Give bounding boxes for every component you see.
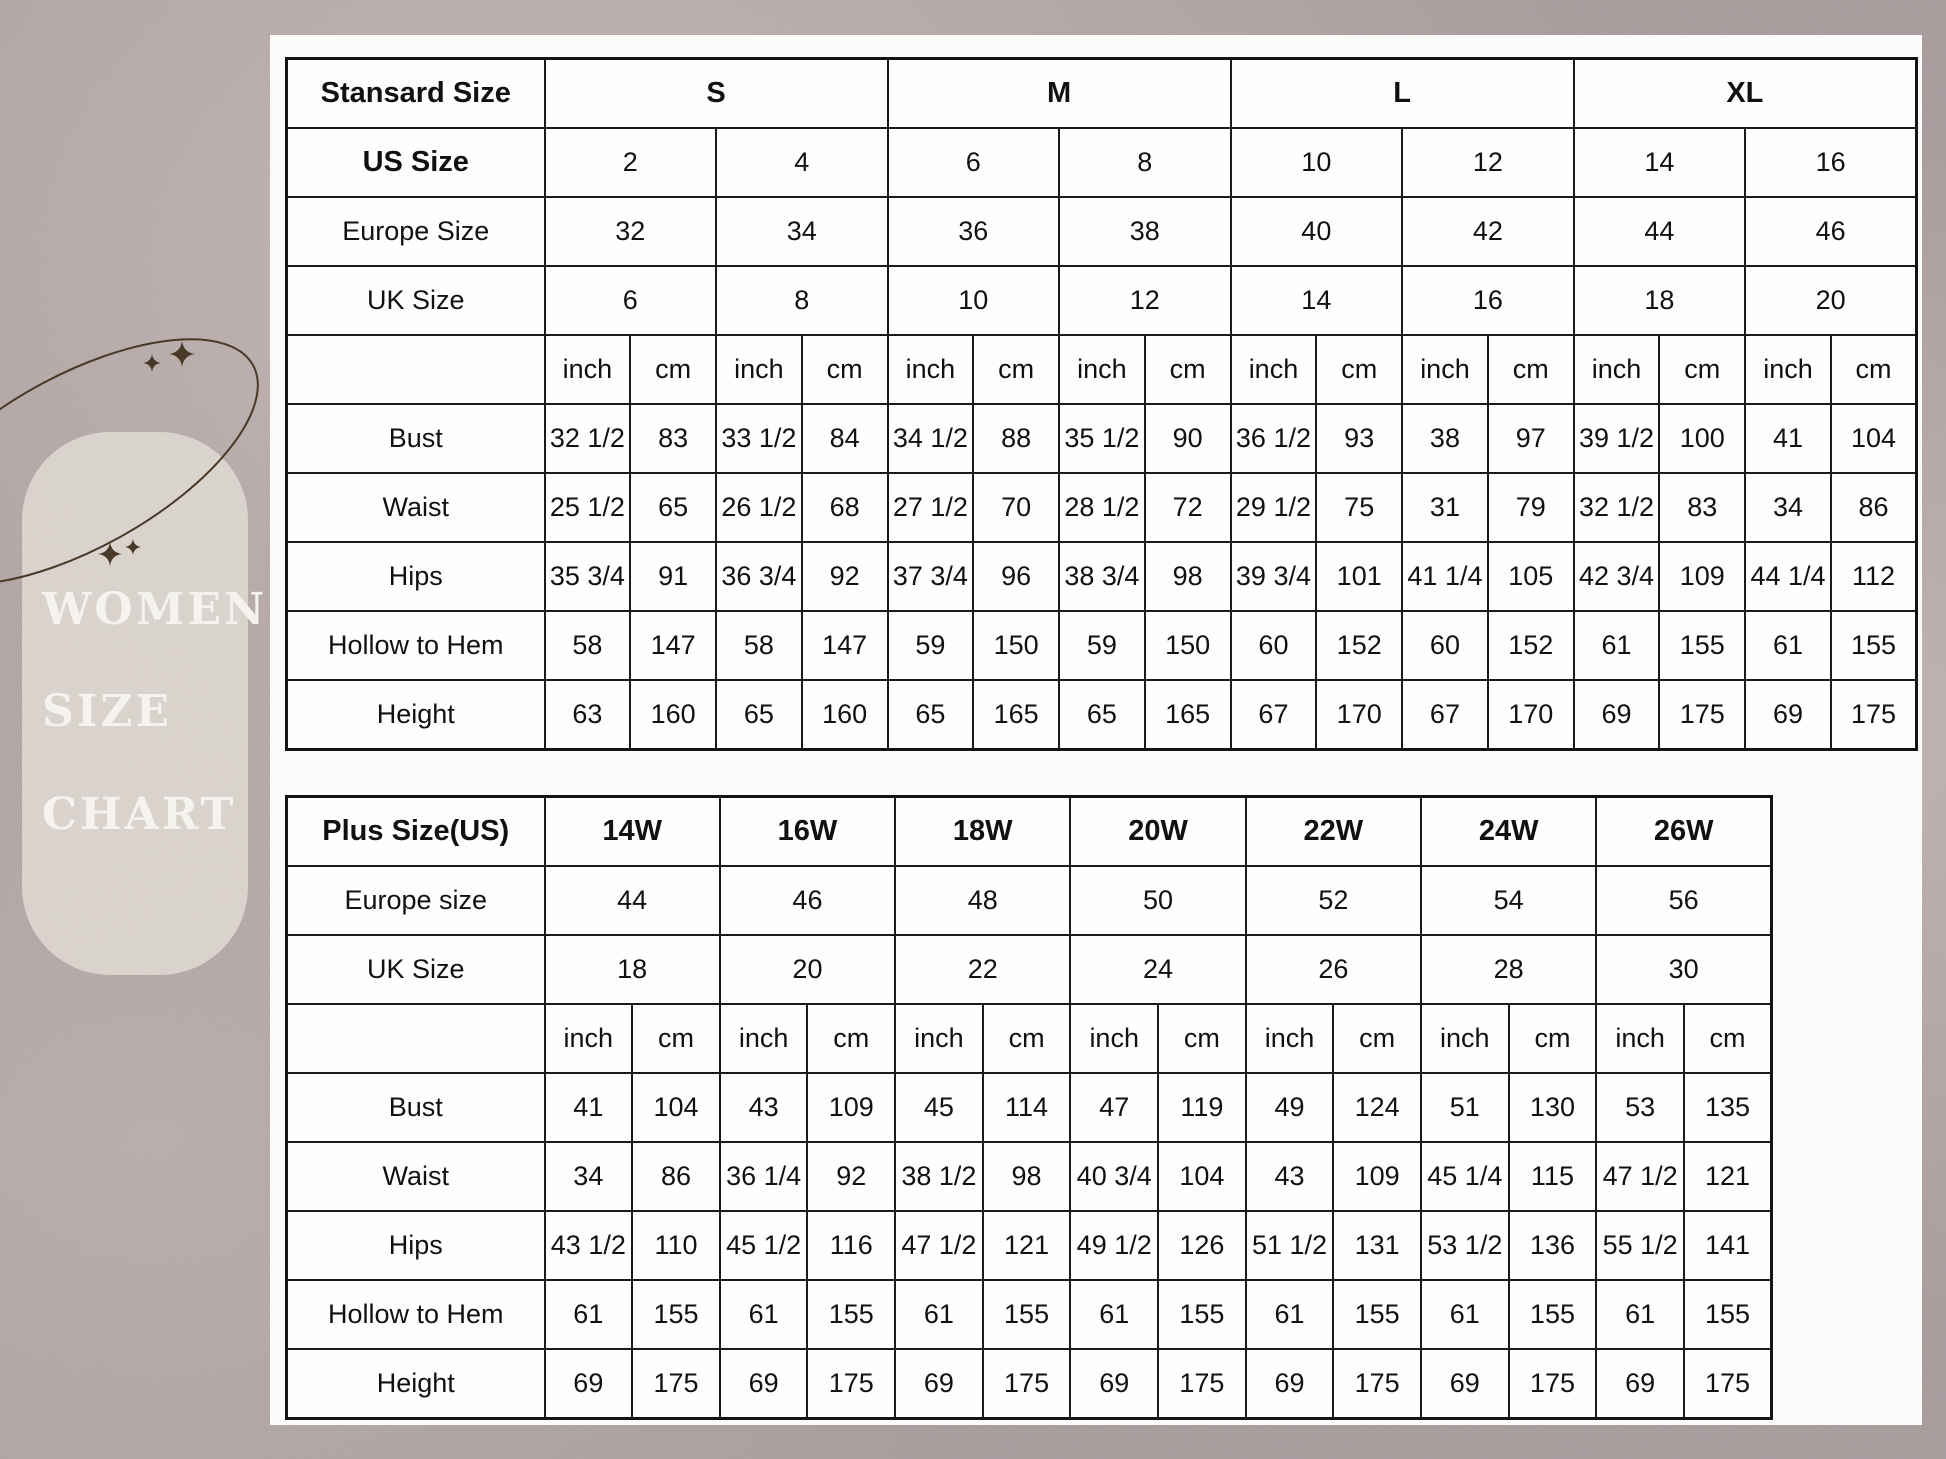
- measure-cm-cell: 119: [1158, 1073, 1246, 1142]
- measure-inch-cell: 34 1/2: [888, 404, 974, 473]
- measure-cm-cell: 136: [1509, 1211, 1597, 1280]
- unit-row-spacer-cell: [287, 335, 545, 404]
- measure-inch-cell: 69: [1421, 1349, 1509, 1419]
- measure-cm-cell: 170: [1316, 680, 1402, 750]
- size-value-cell: 18: [545, 935, 720, 1004]
- size-value-cell: 44: [545, 866, 720, 935]
- unit-label-cell: cm: [1831, 335, 1917, 404]
- tables-panel: [270, 35, 1922, 1425]
- measure-inch-cell: 37 3/4: [888, 542, 974, 611]
- size-value-cell: 42: [1402, 197, 1574, 266]
- measure-cm-cell: 155: [1333, 1280, 1421, 1349]
- measure-inch-cell: 49 1/2: [1070, 1211, 1158, 1280]
- unit-label-cell: cm: [1684, 1004, 1772, 1073]
- unit-label-cell: inch: [1231, 335, 1317, 404]
- size-group-cell: 22W: [1246, 797, 1421, 867]
- standard-size-table: [285, 57, 1918, 751]
- measure-cm-cell: 130: [1509, 1073, 1597, 1142]
- measure-cm-cell: 115: [1509, 1142, 1597, 1211]
- measure-inch-cell: 69: [545, 1349, 633, 1419]
- measure-cm-cell: 88: [973, 404, 1059, 473]
- measure-cm-cell: 160: [802, 680, 888, 750]
- size-value-cell: 36: [888, 197, 1060, 266]
- measure-cm-cell: 109: [1333, 1142, 1421, 1211]
- measure-inch-cell: 43 1/2: [545, 1211, 633, 1280]
- measure-cm-cell: 109: [807, 1073, 895, 1142]
- measure-cm-cell: 155: [983, 1280, 1071, 1349]
- measure-inch-cell: 41 1/4: [1402, 542, 1488, 611]
- measure-inch-cell: 47 1/2: [1596, 1142, 1684, 1211]
- measure-cm-cell: 79: [1488, 473, 1574, 542]
- measure-inch-cell: 69: [1070, 1349, 1158, 1419]
- measure-inch-cell: 44 1/4: [1745, 542, 1831, 611]
- measure-cm-cell: 152: [1488, 611, 1574, 680]
- size-value-cell: 12: [1059, 266, 1231, 335]
- size-value-cell: 56: [1596, 866, 1771, 935]
- measure-cm-cell: 147: [802, 611, 888, 680]
- measure-inch-cell: 41: [1745, 404, 1831, 473]
- measure-cm-cell: 175: [1684, 1349, 1772, 1419]
- measure-cm-cell: 175: [1333, 1349, 1421, 1419]
- size-value-cell: 18: [1574, 266, 1746, 335]
- measure-inch-cell: 61: [1421, 1280, 1509, 1349]
- size-value-cell: 30: [1596, 935, 1771, 1004]
- size-group-cell: S: [545, 59, 888, 129]
- measure-inch-cell: 58: [545, 611, 631, 680]
- size-value-cell: 16: [1402, 266, 1574, 335]
- measure-inch-cell: 39 1/2: [1574, 404, 1660, 473]
- sidebar-title: [42, 586, 267, 893]
- unit-label-cell: inch: [888, 335, 974, 404]
- size-value-cell: 38: [1059, 197, 1231, 266]
- measure-cm-cell: 150: [1145, 611, 1231, 680]
- unit-label-cell: cm: [1488, 335, 1574, 404]
- measure-cm-cell: 165: [1145, 680, 1231, 750]
- unit-label-cell: inch: [1070, 1004, 1158, 1073]
- size-group-cell: 14W: [545, 797, 720, 867]
- unit-label-cell: cm: [1316, 335, 1402, 404]
- measure-inch-cell: 69: [1246, 1349, 1334, 1419]
- measure-cm-cell: 155: [807, 1280, 895, 1349]
- unit-label-cell: inch: [1246, 1004, 1334, 1073]
- measure-inch-cell: 49: [1246, 1073, 1334, 1142]
- measure-inch-cell: 25 1/2: [545, 473, 631, 542]
- size-row-label-cell: UK Size: [287, 266, 545, 335]
- measure-cm-cell: 155: [1831, 611, 1917, 680]
- measure-cm-cell: 93: [1316, 404, 1402, 473]
- measure-inch-cell: 35 3/4: [545, 542, 631, 611]
- unit-label-cell: cm: [1158, 1004, 1246, 1073]
- measure-cm-cell: 90: [1145, 404, 1231, 473]
- measure-cm-cell: 155: [1684, 1280, 1772, 1349]
- measure-cm-cell: 135: [1684, 1073, 1772, 1142]
- measure-inch-cell: 67: [1231, 680, 1317, 750]
- size-value-cell: 34: [716, 197, 888, 266]
- measure-cm-cell: 96: [973, 542, 1059, 611]
- measure-cm-cell: 160: [630, 680, 716, 750]
- measure-cm-cell: 165: [973, 680, 1059, 750]
- size-value-cell: 20: [720, 935, 895, 1004]
- measure-cm-cell: 84: [802, 404, 888, 473]
- measure-cm-cell: 175: [632, 1349, 720, 1419]
- measure-label-cell: Waist: [287, 1142, 545, 1211]
- unit-label-cell: cm: [632, 1004, 720, 1073]
- unit-label-cell: cm: [1145, 335, 1231, 404]
- measure-cm-cell: 101: [1316, 542, 1402, 611]
- measure-inch-cell: 32 1/2: [1574, 473, 1660, 542]
- size-row-label-cell: Europe Size: [287, 197, 545, 266]
- size-value-cell: 32: [545, 197, 717, 266]
- size-value-cell: 28: [1421, 935, 1596, 1004]
- measure-inch-cell: 69: [1574, 680, 1660, 750]
- size-value-cell: 26: [1246, 935, 1421, 1004]
- measure-inch-cell: 67: [1402, 680, 1488, 750]
- measure-label-cell: Hips: [287, 1211, 545, 1280]
- measure-label-cell: Bust: [287, 404, 545, 473]
- size-value-cell: 46: [1745, 197, 1917, 266]
- measure-inch-cell: 69: [1596, 1349, 1684, 1419]
- unit-label-cell: inch: [1596, 1004, 1684, 1073]
- measure-inch-cell: 59: [1059, 611, 1145, 680]
- size-value-cell: 40: [1231, 197, 1403, 266]
- measure-inch-cell: 34: [545, 1142, 633, 1211]
- corner-label-cell: Plus Size(US): [287, 797, 545, 867]
- measure-cm-cell: 86: [632, 1142, 720, 1211]
- unit-label-cell: cm: [630, 335, 716, 404]
- measure-inch-cell: 61: [1745, 611, 1831, 680]
- measure-inch-cell: 61: [1070, 1280, 1158, 1349]
- measure-inch-cell: 39 3/4: [1231, 542, 1317, 611]
- measure-inch-cell: 29 1/2: [1231, 473, 1317, 542]
- unit-label-cell: inch: [895, 1004, 983, 1073]
- measure-inch-cell: 40 3/4: [1070, 1142, 1158, 1211]
- measure-label-cell: Hips: [287, 542, 545, 611]
- measure-cm-cell: 131: [1333, 1211, 1421, 1280]
- measure-inch-cell: 53 1/2: [1421, 1211, 1509, 1280]
- size-value-cell: 22: [895, 935, 1070, 1004]
- measure-inch-cell: 36 3/4: [716, 542, 802, 611]
- measure-cm-cell: 100: [1659, 404, 1745, 473]
- measure-inch-cell: 61: [545, 1280, 633, 1349]
- size-value-cell: 8: [716, 266, 888, 335]
- measure-cm-cell: 175: [1509, 1349, 1597, 1419]
- measure-cm-cell: 75: [1316, 473, 1402, 542]
- measure-cm-cell: 175: [1831, 680, 1917, 750]
- measure-cm-cell: 65: [630, 473, 716, 542]
- title-line-women: WOMEN: [42, 584, 268, 635]
- unit-label-cell: inch: [1574, 335, 1660, 404]
- standard-table-grid: [285, 57, 1918, 751]
- measure-cm-cell: 72: [1145, 473, 1231, 542]
- plus-table-grid: [285, 795, 1773, 1420]
- unit-label-cell: cm: [1509, 1004, 1597, 1073]
- measure-cm-cell: 175: [1158, 1349, 1246, 1419]
- measure-cm-cell: 83: [1659, 473, 1745, 542]
- size-group-cell: 18W: [895, 797, 1070, 867]
- measure-inch-cell: 45 1/4: [1421, 1142, 1509, 1211]
- size-group-cell: M: [888, 59, 1231, 129]
- size-value-cell: 6: [545, 266, 717, 335]
- measure-cm-cell: 98: [983, 1142, 1071, 1211]
- measure-cm-cell: 91: [630, 542, 716, 611]
- size-value-cell: 50: [1070, 866, 1245, 935]
- title-line-chart: CHART: [42, 788, 237, 840]
- unit-label-cell: inch: [716, 335, 802, 404]
- measure-inch-cell: 58: [716, 611, 802, 680]
- measure-cm-cell: 70: [973, 473, 1059, 542]
- size-value-cell: 46: [720, 866, 895, 935]
- size-value-cell: 16: [1745, 128, 1917, 197]
- measure-cm-cell: 83: [630, 404, 716, 473]
- measure-inch-cell: 61: [1574, 611, 1660, 680]
- size-value-cell: 6: [888, 128, 1060, 197]
- size-value-cell: 8: [1059, 128, 1231, 197]
- measure-inch-cell: 36 1/4: [720, 1142, 808, 1211]
- measure-label-cell: Hollow to Hem: [287, 1280, 545, 1349]
- unit-label-cell: inch: [720, 1004, 808, 1073]
- measure-inch-cell: 38 1/2: [895, 1142, 983, 1211]
- measure-cm-cell: 104: [632, 1073, 720, 1142]
- measure-cm-cell: 114: [983, 1073, 1071, 1142]
- size-value-cell: 12: [1402, 128, 1574, 197]
- measure-inch-cell: 45: [895, 1073, 983, 1142]
- measure-inch-cell: 33 1/2: [716, 404, 802, 473]
- unit-label-cell: cm: [807, 1004, 895, 1073]
- size-group-cell: 20W: [1070, 797, 1245, 867]
- measure-inch-cell: 61: [1596, 1280, 1684, 1349]
- measure-cm-cell: 98: [1145, 542, 1231, 611]
- size-row-label-cell: US Size: [287, 128, 545, 197]
- measure-cm-cell: 105: [1488, 542, 1574, 611]
- measure-inch-cell: 63: [545, 680, 631, 750]
- size-value-cell: 10: [888, 266, 1060, 335]
- measure-inch-cell: 61: [720, 1280, 808, 1349]
- measure-cm-cell: 110: [632, 1211, 720, 1280]
- measure-cm-cell: 155: [1509, 1280, 1597, 1349]
- measure-inch-cell: 43: [720, 1073, 808, 1142]
- unit-row-spacer-cell: [287, 1004, 545, 1073]
- unit-label-cell: inch: [1421, 1004, 1509, 1073]
- measure-inch-cell: 55 1/2: [1596, 1211, 1684, 1280]
- size-value-cell: 44: [1574, 197, 1746, 266]
- unit-label-cell: inch: [545, 1004, 633, 1073]
- measure-cm-cell: 152: [1316, 611, 1402, 680]
- size-group-cell: 16W: [720, 797, 895, 867]
- size-value-cell: 4: [716, 128, 888, 197]
- size-value-cell: 10: [1231, 128, 1403, 197]
- measure-inch-cell: 43: [1246, 1142, 1334, 1211]
- size-row-label-cell: Europe size: [287, 866, 545, 935]
- measure-inch-cell: 45 1/2: [720, 1211, 808, 1280]
- measure-label-cell: Bust: [287, 1073, 545, 1142]
- size-group-cell: 26W: [1596, 797, 1771, 867]
- unit-label-cell: cm: [973, 335, 1059, 404]
- size-group-cell: L: [1231, 59, 1574, 129]
- measure-inch-cell: 65: [716, 680, 802, 750]
- measure-cm-cell: 92: [807, 1142, 895, 1211]
- measure-inch-cell: 59: [888, 611, 974, 680]
- size-row-label-cell: UK Size: [287, 935, 545, 1004]
- unit-label-cell: inch: [1059, 335, 1145, 404]
- measure-cm-cell: 104: [1831, 404, 1917, 473]
- measure-cm-cell: 92: [802, 542, 888, 611]
- size-value-cell: 54: [1421, 866, 1596, 935]
- size-value-cell: 48: [895, 866, 1070, 935]
- measure-inch-cell: 65: [888, 680, 974, 750]
- measure-inch-cell: 36 1/2: [1231, 404, 1317, 473]
- plus-size-table: [285, 795, 1773, 1420]
- measure-inch-cell: 38 3/4: [1059, 542, 1145, 611]
- measure-cm-cell: 150: [973, 611, 1059, 680]
- measure-inch-cell: 34: [1745, 473, 1831, 542]
- measure-cm-cell: 147: [630, 611, 716, 680]
- measure-cm-cell: 97: [1488, 404, 1574, 473]
- measure-label-cell: Height: [287, 680, 545, 750]
- measure-cm-cell: 126: [1158, 1211, 1246, 1280]
- measure-inch-cell: 42 3/4: [1574, 542, 1660, 611]
- unit-label-cell: cm: [983, 1004, 1071, 1073]
- corner-label-cell: Stansard Size: [287, 59, 545, 129]
- measure-cm-cell: 175: [983, 1349, 1071, 1419]
- title-line-size: SIZE: [42, 686, 173, 738]
- unit-label-cell: cm: [1333, 1004, 1421, 1073]
- unit-label-cell: inch: [545, 335, 631, 404]
- measure-label-cell: Waist: [287, 473, 545, 542]
- measure-inch-cell: 41: [545, 1073, 633, 1142]
- measure-label-cell: Height: [287, 1349, 545, 1419]
- measure-cm-cell: 116: [807, 1211, 895, 1280]
- measure-cm-cell: 112: [1831, 542, 1917, 611]
- measure-cm-cell: 68: [802, 473, 888, 542]
- size-group-cell: XL: [1574, 59, 1917, 129]
- measure-inch-cell: 69: [895, 1349, 983, 1419]
- measure-inch-cell: 53: [1596, 1073, 1684, 1142]
- measure-inch-cell: 32 1/2: [545, 404, 631, 473]
- unit-label-cell: inch: [1402, 335, 1488, 404]
- measure-inch-cell: 26 1/2: [716, 473, 802, 542]
- measure-inch-cell: 47 1/2: [895, 1211, 983, 1280]
- measure-inch-cell: 69: [1745, 680, 1831, 750]
- size-value-cell: 20: [1745, 266, 1917, 335]
- size-value-cell: 24: [1070, 935, 1245, 1004]
- measure-inch-cell: 69: [720, 1349, 808, 1419]
- measure-inch-cell: 35 1/2: [1059, 404, 1145, 473]
- measure-cm-cell: 155: [1659, 611, 1745, 680]
- measure-cm-cell: 175: [1659, 680, 1745, 750]
- size-value-cell: 14: [1574, 128, 1746, 197]
- size-value-cell: 52: [1246, 866, 1421, 935]
- measure-cm-cell: 175: [807, 1349, 895, 1419]
- measure-inch-cell: 51: [1421, 1073, 1509, 1142]
- size-group-cell: 24W: [1421, 797, 1596, 867]
- measure-inch-cell: 61: [1246, 1280, 1334, 1349]
- measure-cm-cell: 86: [1831, 473, 1917, 542]
- unit-label-cell: cm: [802, 335, 888, 404]
- unit-label-cell: inch: [1745, 335, 1831, 404]
- measure-cm-cell: 121: [983, 1211, 1071, 1280]
- measure-inch-cell: 65: [1059, 680, 1145, 750]
- measure-cm-cell: 155: [632, 1280, 720, 1349]
- measure-inch-cell: 27 1/2: [888, 473, 974, 542]
- size-value-cell: 14: [1231, 266, 1403, 335]
- measure-cm-cell: 121: [1684, 1142, 1772, 1211]
- measure-cm-cell: 124: [1333, 1073, 1421, 1142]
- measure-inch-cell: 28 1/2: [1059, 473, 1145, 542]
- measure-cm-cell: 109: [1659, 542, 1745, 611]
- measure-label-cell: Hollow to Hem: [287, 611, 545, 680]
- measure-inch-cell: 51 1/2: [1246, 1211, 1334, 1280]
- measure-inch-cell: 38: [1402, 404, 1488, 473]
- measure-cm-cell: 170: [1488, 680, 1574, 750]
- measure-inch-cell: 47: [1070, 1073, 1158, 1142]
- measure-inch-cell: 61: [895, 1280, 983, 1349]
- measure-inch-cell: 60: [1402, 611, 1488, 680]
- measure-cm-cell: 104: [1158, 1142, 1246, 1211]
- measure-inch-cell: 60: [1231, 611, 1317, 680]
- measure-cm-cell: 141: [1684, 1211, 1772, 1280]
- size-value-cell: 2: [545, 128, 717, 197]
- measure-cm-cell: 155: [1158, 1280, 1246, 1349]
- measure-inch-cell: 31: [1402, 473, 1488, 542]
- unit-label-cell: cm: [1659, 335, 1745, 404]
